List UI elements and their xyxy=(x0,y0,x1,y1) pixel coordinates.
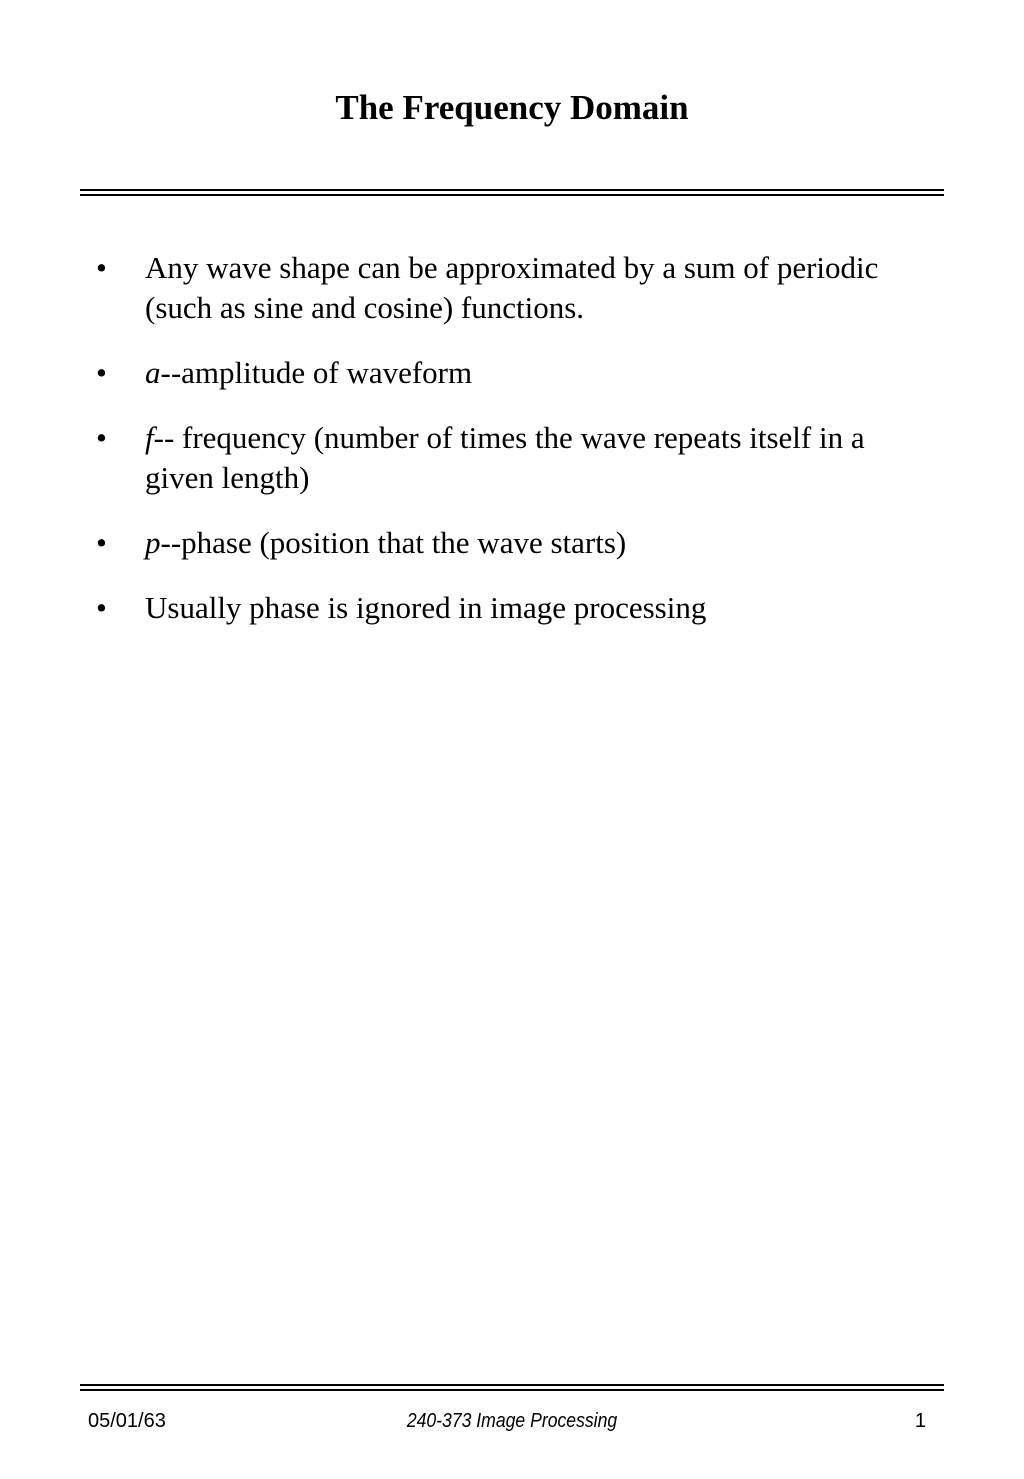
bullet-item xyxy=(0,523,1024,563)
bullet-item xyxy=(0,418,1024,498)
footer-divider-line xyxy=(80,1389,944,1391)
bullet-variable: p xyxy=(145,525,161,560)
bullet-list xyxy=(0,248,1024,653)
footer-date: 05/01/63 xyxy=(88,1410,166,1432)
bullet-text: -- frequency (number of times the wave repeats itself in a given length) xyxy=(145,420,865,495)
bullet-icon: • xyxy=(96,590,107,625)
title-divider-line xyxy=(80,194,944,196)
bullet-text: Any wave shape can be approximated by a sum of periodic (such as sine and cosine) functions. xyxy=(145,250,879,325)
footer-divider-line xyxy=(80,1384,944,1386)
bullet-item xyxy=(0,588,1024,628)
bullet-icon: • xyxy=(96,355,107,390)
bullet-text: --amplitude of waveform xyxy=(160,355,473,390)
bullet-item xyxy=(0,353,1024,393)
bullet-item xyxy=(0,248,1024,328)
bullet-text: --phase (position that the wave starts) xyxy=(160,525,627,560)
bullet-icon: • xyxy=(96,420,107,455)
bullet-icon: • xyxy=(96,250,107,285)
slide-title: The Frequency Domain xyxy=(335,88,689,127)
bullet-icon: • xyxy=(96,525,107,560)
footer-course-title: 240-373 Image Processing xyxy=(406,1410,618,1432)
bullet-variable: a xyxy=(145,355,161,390)
bullet-variable: f xyxy=(145,420,154,455)
footer-page-number: 1 xyxy=(914,1410,926,1432)
title-divider-line xyxy=(80,189,944,191)
bullet-text: Usually phase is ignored in image processing xyxy=(145,590,707,625)
